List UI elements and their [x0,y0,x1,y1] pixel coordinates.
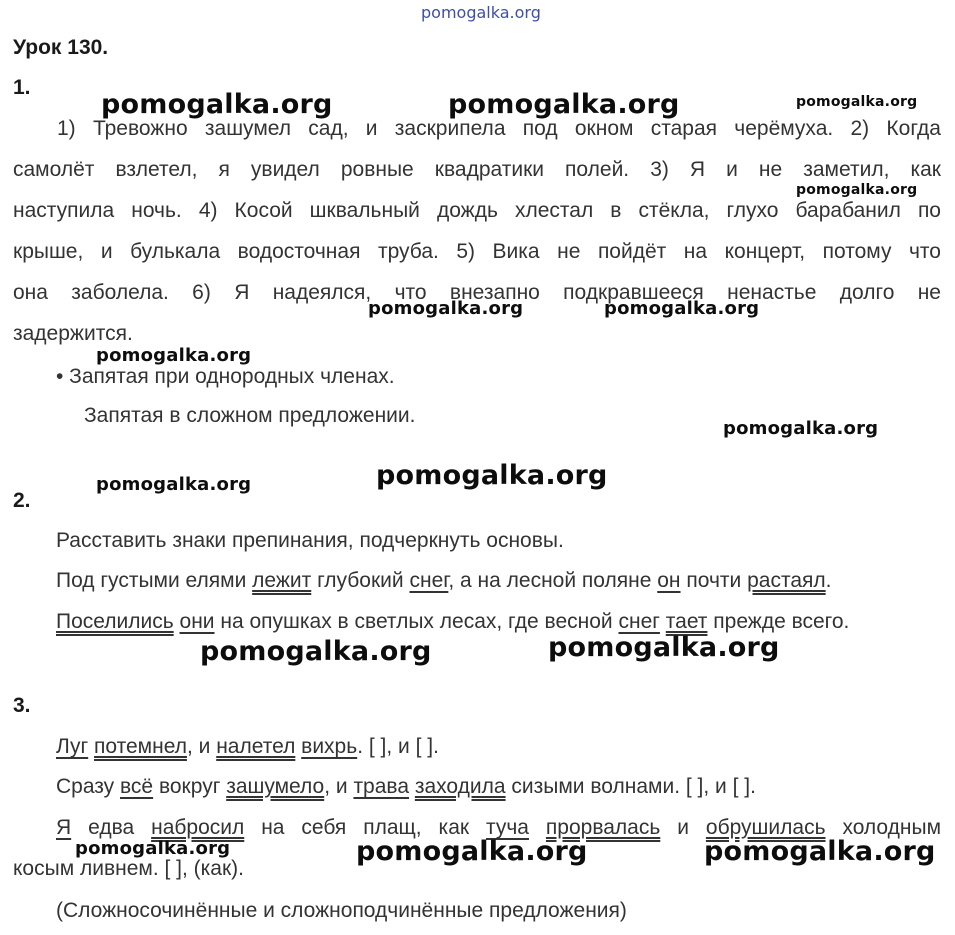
subject: туча [486,816,529,839]
watermark: pomogalka.org [96,474,252,495]
subject: снег [618,610,660,633]
ex1-note: • Запятая при однородных членах. [56,365,395,388]
watermark: pomogalka.org [356,836,588,867]
predicate: прорвалась [545,816,661,839]
predicate: лежит [252,569,312,592]
top-watermark: pomogalka.org [421,3,541,22]
watermark: pomogalka.org [604,298,760,319]
predicate: тает [665,610,708,633]
subject: вихрь [301,735,358,758]
watermark: pomogalka.org [796,94,918,110]
ex2-task: Расставить знаки препинания, подчеркнуть основы. [56,529,564,552]
subject: они [179,610,215,633]
watermark: pomogalka.org [548,632,780,663]
ex1-line: наступила ночь. 4) Косой шквальный дождь хлестал в стёкла, глухо барабанил по [13,199,941,222]
ex3-sentence-1: Луг потемнел, и налетел вихрь. [ ], и [ ]. [56,735,439,758]
predicate: налетел [216,735,296,758]
subject: всё [120,775,154,798]
ex1-note: Запятая в сложном предложении. [84,404,416,427]
watermark: pomogalka.org [101,89,333,120]
ex1-line: задержится. [13,322,133,345]
ex3-summary: (Сложносочинённые и сложноподчинённые предложения) [56,899,627,922]
subject: трава [353,775,410,798]
exercise-2-number: 2. [13,489,31,512]
predicate: Поселились [56,610,174,633]
watermark: pomogalka.org [704,836,936,867]
exercise-1-number: 1. [13,76,31,99]
ex2-sentence-1: Под густыми елями лежит глубокий снег, а на лесной поляне он почти растаял. [56,569,832,592]
lesson-title: Урок 130. [13,36,109,59]
predicate: зашумело [226,775,325,798]
ex3-sentence-2: Сразу всё вокруг зашумело, и трава заходила сизыми волнами. [ ], и [ ]. [56,775,756,798]
ex1-line: крыше, и булькала водосточная труба. 5) Вика не пойдёт на концерт, потому что [13,240,941,263]
ex2-sentence-2: Поселились они на опушках в светлых лесах, где весной снег тает прежде всего. [56,610,850,633]
predicate: растаял [747,569,826,592]
subject: Луг [56,735,89,758]
watermark: pomogalka.org [796,182,918,198]
exercise-3-number: 3. [13,694,31,717]
ex3-sentence-3: Я едва набросил на себя плащ, как туча прорвалась и обрушилась холодным [56,816,942,839]
predicate: заходила [414,775,506,798]
watermark: pomogalka.org [96,345,252,366]
ex3-sentence-3-cont: косым ливнем. [ ], (как). [13,857,244,880]
ex1-line: самолёт взлетел, я увидел ровные квадратики полей. 3) Я и не заметил, как [13,158,941,181]
predicate: набросил [151,816,245,839]
watermark: pomogalka.org [75,838,231,859]
watermark: pomogalka.org [376,460,608,491]
watermark: pomogalka.org [200,636,432,667]
subject: снег [409,569,449,592]
ex1-line: она заболела. 6) Я надеялся, что внезапно подкравшееся ненастье долго не [13,281,941,304]
subject: он [657,569,681,592]
subject: Я [56,816,72,839]
predicate: потемнел [94,735,187,758]
watermark: pomogalka.org [723,418,879,439]
watermark: pomogalka.org [448,89,680,120]
predicate: обрушилась [705,816,826,839]
ex1-line: 1) Тревожно зашумел сад, и заскрипела под окном старая черёмуха. 2) Когда [57,117,941,140]
watermark: pomogalka.org [368,298,524,319]
